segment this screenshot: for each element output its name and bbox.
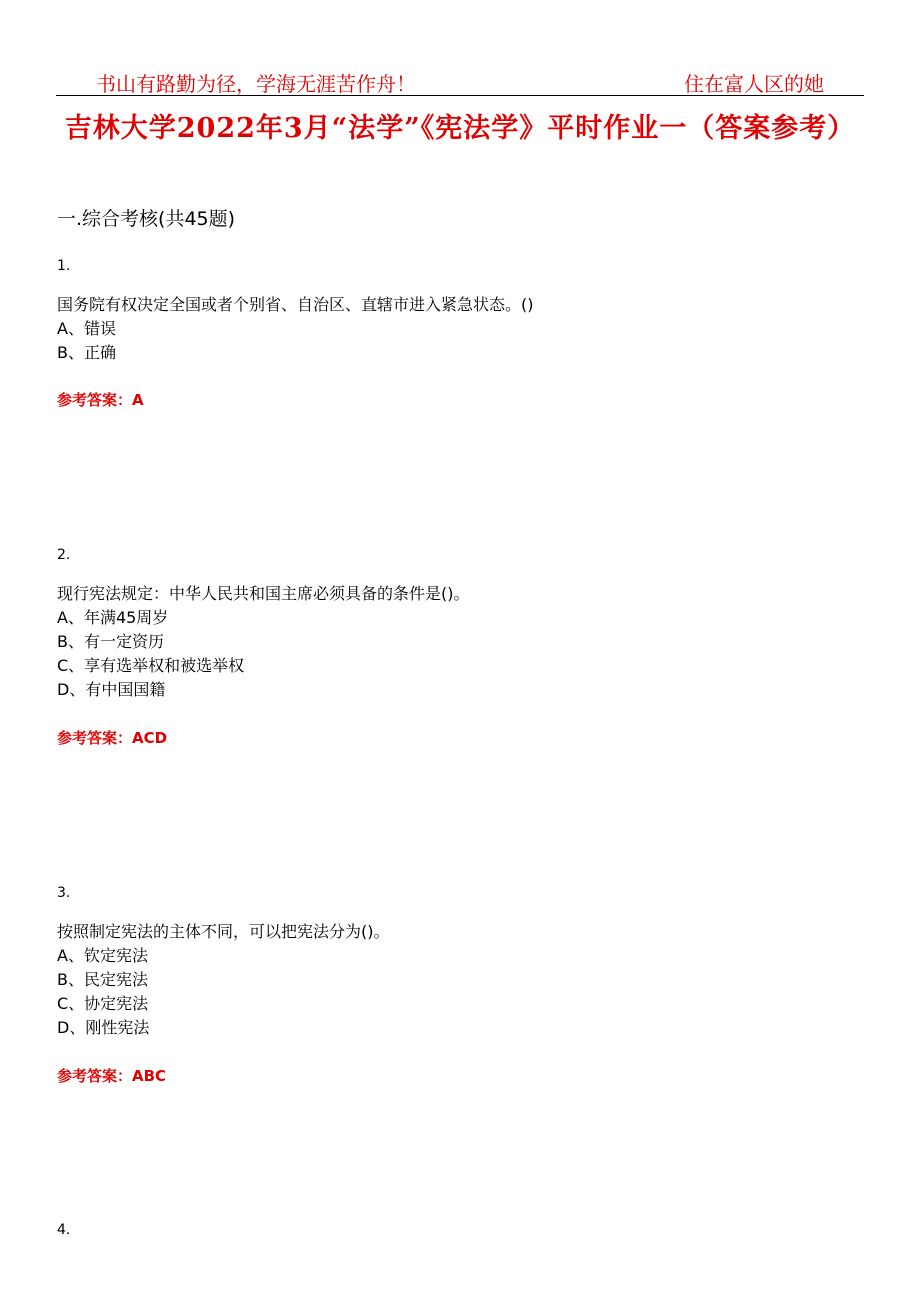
header-divider xyxy=(56,95,864,96)
question-1 xyxy=(57,258,534,409)
option-b: B、正确 xyxy=(57,343,116,362)
question-number: 2. xyxy=(57,547,71,563)
answer-value: ACD xyxy=(132,729,168,747)
answer-label: 参考答案： xyxy=(57,391,133,409)
question-number: 4. xyxy=(57,1222,71,1238)
option-c: C、享有选举权和被选举权 xyxy=(57,656,245,675)
header-motto: 书山有路勤为径，学海无涯苦作舟！ xyxy=(96,72,416,96)
option-a: A、年满45周岁 xyxy=(57,608,169,627)
question-text: 按照制定宪法的主体不同，可以把宪法分为()。 xyxy=(57,922,390,941)
section-title: 一.综合考核(共45题) xyxy=(57,208,236,230)
question-text: 国务院有权决定全国或者个别省、自治区、直辖市进入紧急状态。() xyxy=(57,295,534,314)
option-d: D、刚性宪法 xyxy=(57,1018,150,1037)
answer-label: 参考答案： xyxy=(57,1067,133,1085)
document-title: 吉林大学2022年3月“法学”《宪法学》平时作业一（答案参考） xyxy=(64,113,856,144)
question-2 xyxy=(57,547,470,747)
reference-answer xyxy=(57,1065,166,1086)
option-c: C、协定宪法 xyxy=(57,994,149,1013)
reference-answer xyxy=(57,389,144,410)
option-a: A、错误 xyxy=(57,319,116,338)
reference-answer xyxy=(57,727,167,748)
question-text: 现行宪法规定：中华人民共和国主席必须具备的条件是()。 xyxy=(57,584,470,603)
option-a: A、钦定宪法 xyxy=(57,946,148,965)
answer-label: 参考答案： xyxy=(57,729,133,747)
page-header xyxy=(56,62,864,96)
question-4 xyxy=(57,1222,70,1238)
option-b: B、民定宪法 xyxy=(57,970,148,989)
question-number: 3. xyxy=(57,885,71,901)
option-d: D、有中国国籍 xyxy=(57,680,166,699)
answer-value: ABC xyxy=(132,1067,167,1085)
question-3 xyxy=(57,885,390,1085)
answer-value: A xyxy=(132,391,144,409)
header-tagline: 住在富人区的她 xyxy=(684,72,824,96)
option-b: B、有一定资历 xyxy=(57,632,164,651)
question-number: 1. xyxy=(57,258,71,274)
